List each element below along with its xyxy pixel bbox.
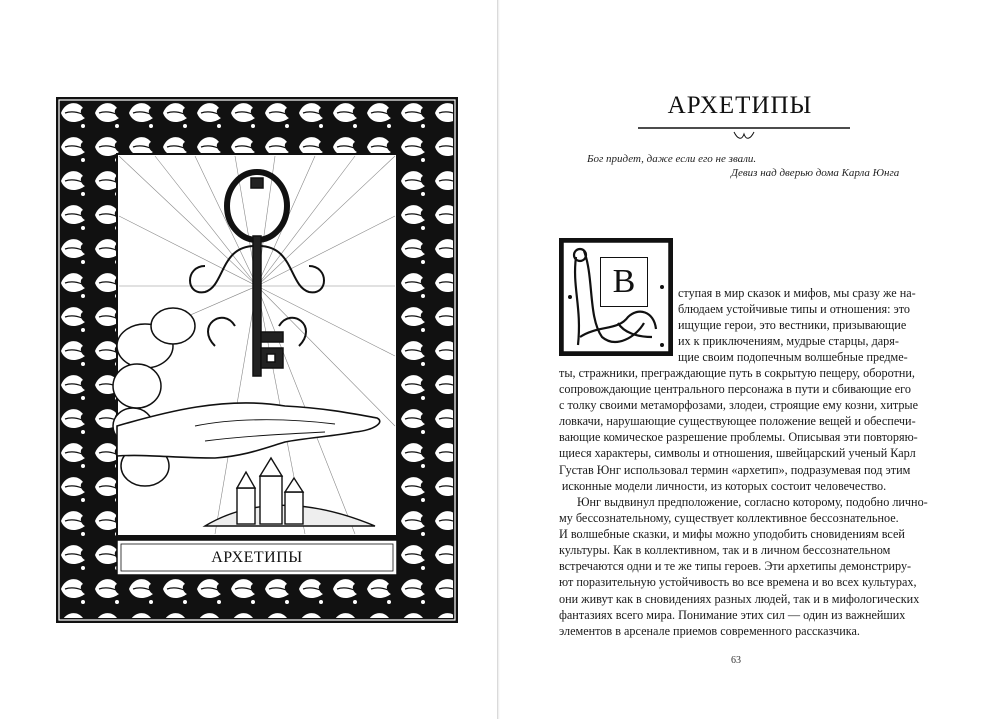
drop-cap-letter: В	[600, 257, 648, 307]
paragraph-1	[678, 285, 916, 365]
text-line: встречаются одни и те же типы героев. Эти архетипы демонстриру-	[559, 559, 912, 574]
text-line: блюдаем устойчивые типы и отношения: это	[678, 302, 910, 317]
text-line: щие своим подопечным волшебные предме-	[678, 350, 908, 365]
text-line: фантазиях всего мира. Понимание этих сил — один из важнейших	[559, 607, 906, 622]
text-line: вающие комическое разрешение проблемы. Описывая эти повторяю-	[559, 430, 918, 445]
text-line: ты, стражники, преграждающие путь в сокрытую пещеру, оборотни,	[559, 366, 915, 380]
text-line: сопровождающие центрального персонажа в пути и сбивающие его	[559, 382, 911, 397]
chapter-title: АРХЕТИПЫ	[667, 92, 813, 119]
text-line: элементов в арсенале приемов современного рассказчика.	[559, 623, 860, 638]
archetype-plate	[55, 96, 459, 624]
text-line: их к приключениям, мудрые старцы, даря-	[678, 334, 899, 349]
page-number: 63	[731, 655, 741, 666]
text-line: исконные модели личности, из которых состоит человечество.	[561, 478, 887, 493]
epigraph-source: Девиз над дверью дома Карла Юнга	[731, 167, 900, 179]
paragraph-2	[559, 494, 928, 639]
text-line: ловкачи, нарушающие существующее положение вещей и обеспечи-	[559, 414, 916, 429]
title-ornament	[638, 122, 850, 142]
text-line: культуры. Как в коллективном, так и в личном бессознательном	[559, 543, 891, 558]
text-line: они живут как в сновидениях разных людей, так и в мифологических	[559, 591, 920, 606]
book-gutter	[497, 0, 500, 719]
text-line: Юнг выдвинул предположение, согласно которому, подобно лично-	[577, 495, 928, 509]
text-line: щиеся характеры, символы и отношения, швейцарский ученый Карл	[559, 446, 916, 461]
text-line: ют поразительную устойчивость во все времена и во всех культурах,	[559, 575, 917, 590]
paragraph-1-continued	[559, 365, 919, 494]
text-line: му бессознательному, существует коллективное бессознательное.	[559, 511, 899, 526]
text-line: ступая в мир сказок и мифов, мы сразу же на-	[678, 286, 916, 300]
text-line: ищущие герои, это вестники, призывающие	[678, 318, 907, 333]
plate-caption: АРХЕТИПЫ	[211, 548, 303, 566]
text-line: И волшебные сказки, и мифы можно уподобить сновидениям всей	[559, 527, 905, 542]
text-line: с толку своими метаморфозами, злодеи, строящие ему козни, хитрые	[559, 398, 919, 413]
text-line: Густав Юнг использовал термин «архетип», подразумевая под этим	[559, 462, 911, 477]
epigraph-quote: Бог придет, даже если его не звали.	[587, 153, 757, 165]
